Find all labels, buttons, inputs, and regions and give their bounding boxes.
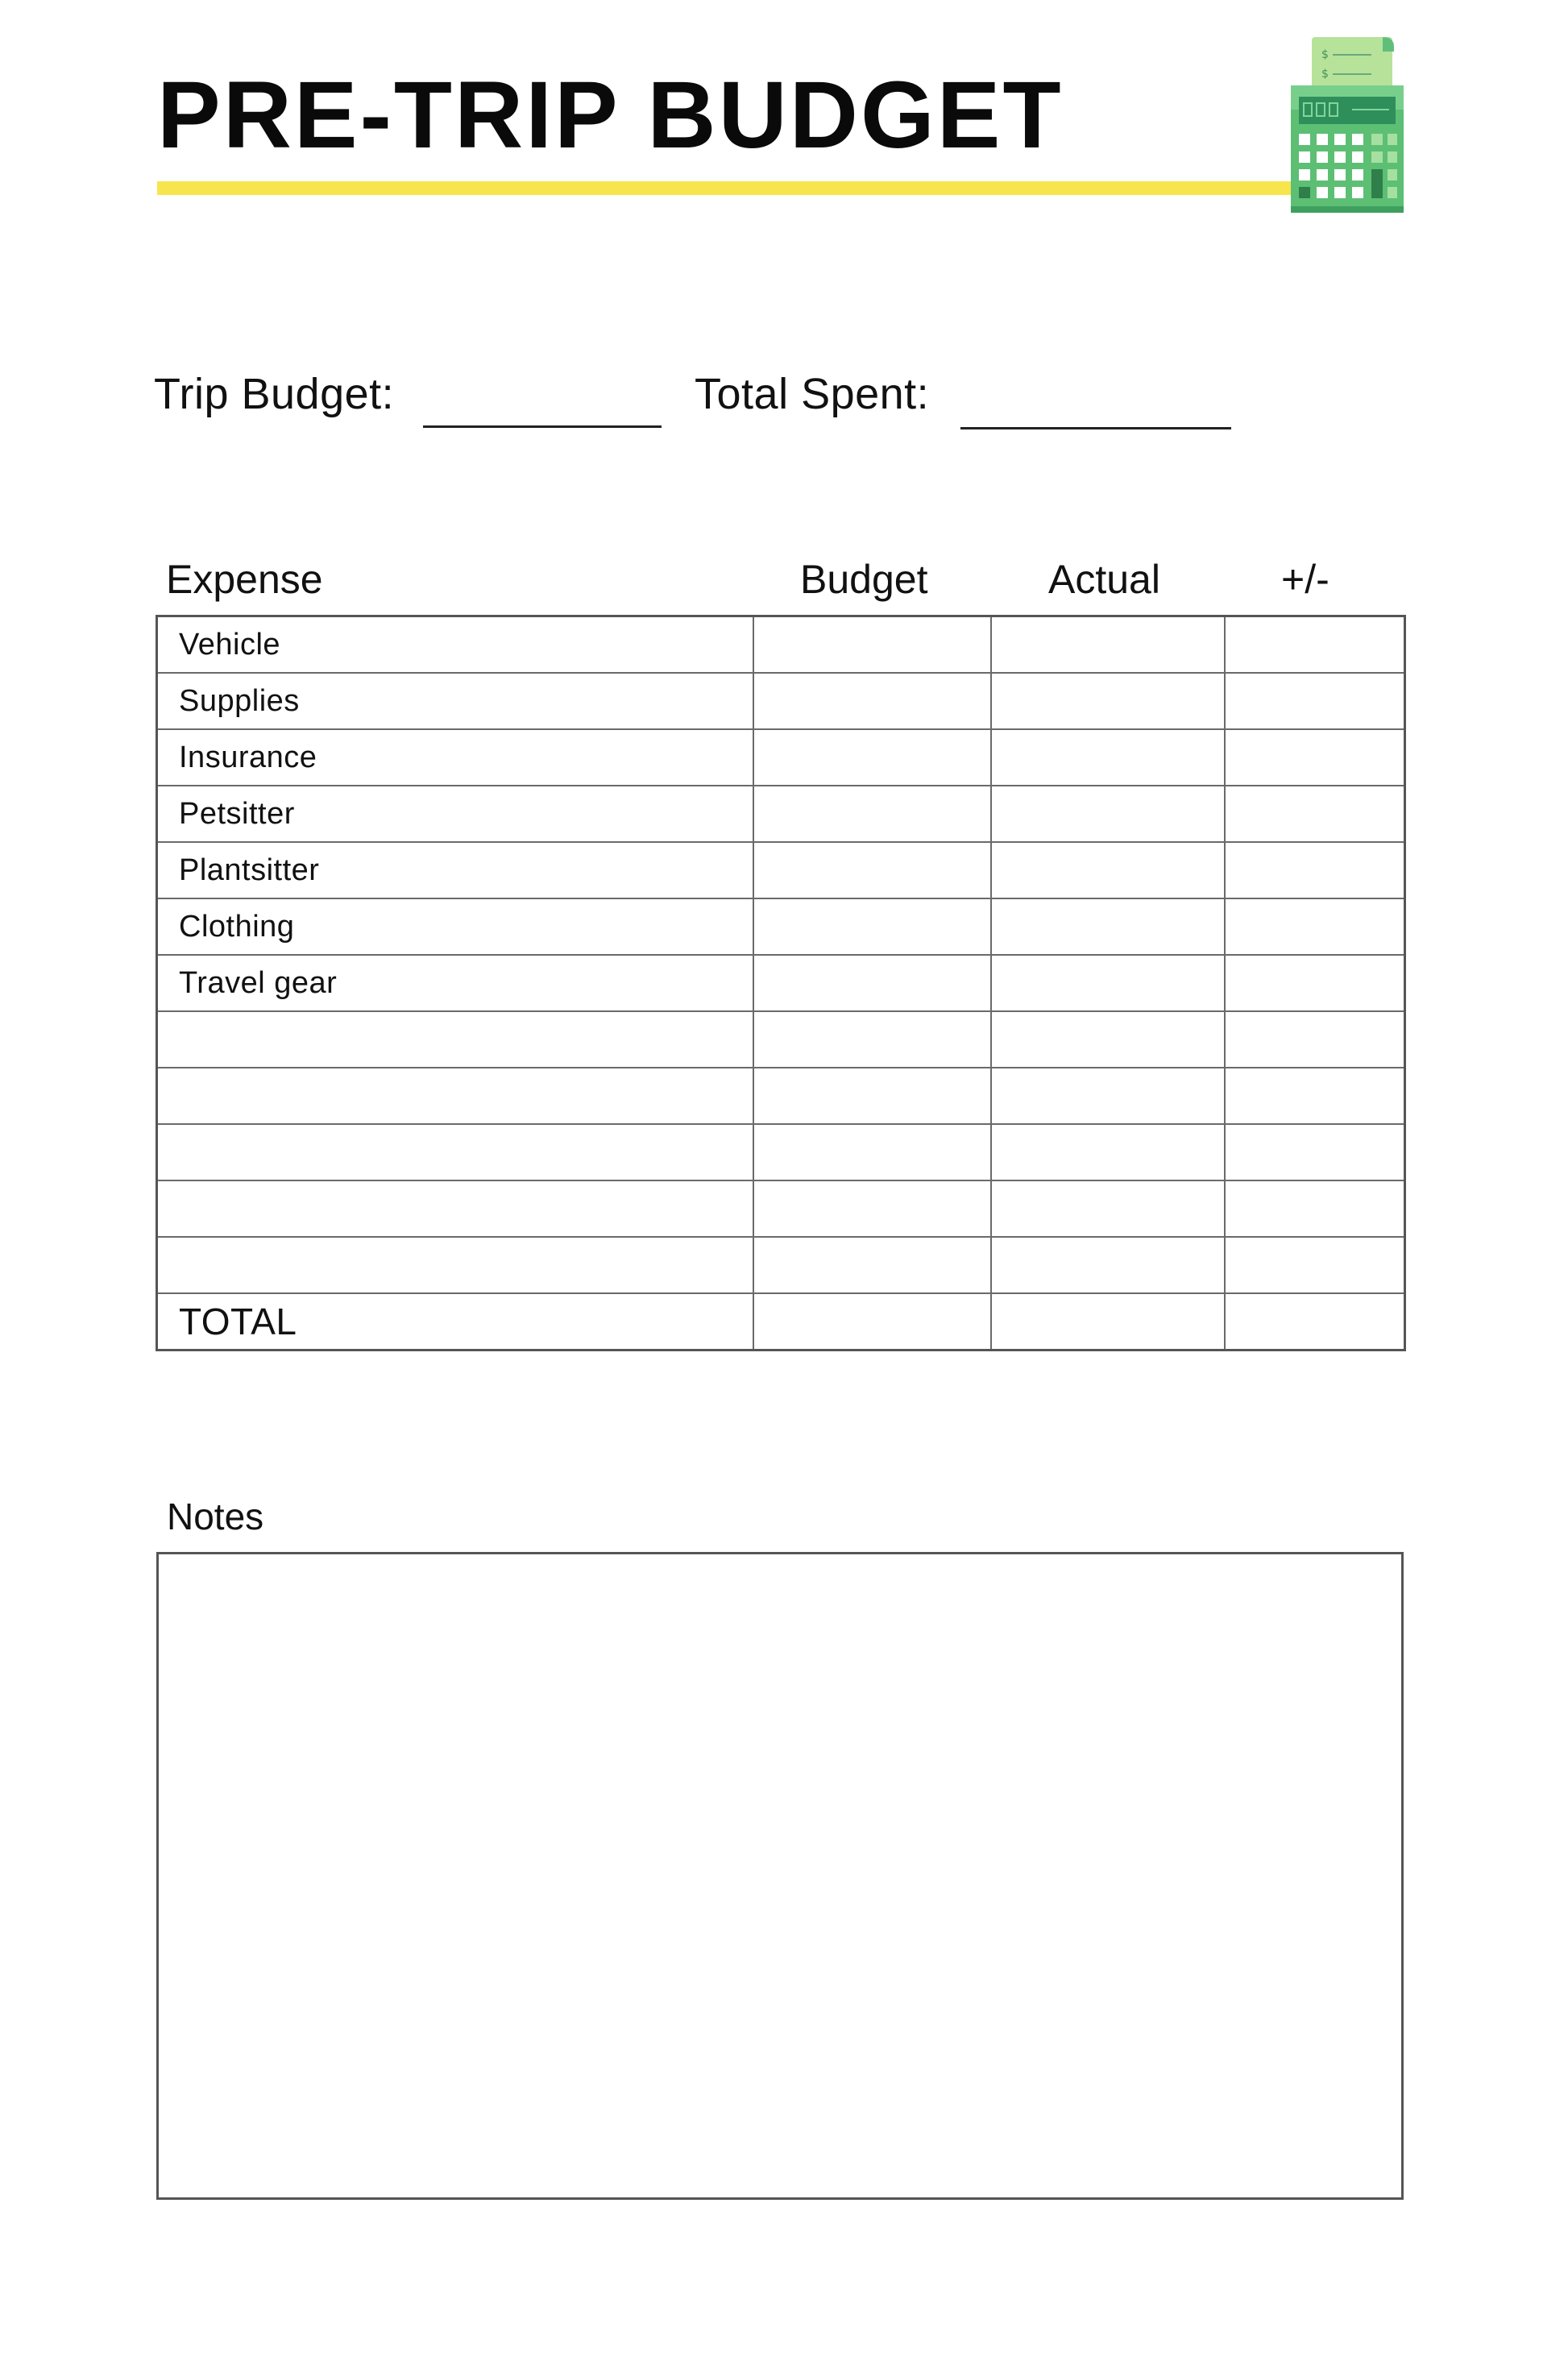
diff-cell[interactable] [1225,842,1405,898]
budget-cell[interactable] [753,898,991,955]
table-row [157,842,1405,898]
expense-name-cell [157,1237,754,1293]
actual-cell[interactable] [991,1011,1224,1068]
actual-cell[interactable] [991,842,1224,898]
actual-cell[interactable] [991,955,1224,1011]
actual-cell[interactable] [991,673,1224,729]
diff-cell[interactable] [1225,729,1405,786]
expense-name-cell: Clothing [157,898,754,955]
trip-budget-input-line[interactable] [423,425,662,428]
diff-cell[interactable] [1225,673,1405,729]
column-header-budget: Budget [800,557,928,602]
notes-label: Notes [167,1496,264,1537]
diff-cell[interactable] [1225,1068,1405,1124]
total-actual-cell[interactable] [991,1293,1224,1350]
expense-name-cell: Plantsitter [157,842,754,898]
table-row [157,729,1405,786]
diff-cell[interactable] [1225,1180,1405,1237]
expense-name-cell: Supplies [157,673,754,729]
budget-cell[interactable] [753,1180,991,1237]
actual-cell[interactable] [991,616,1224,674]
total-label: TOTAL [157,1293,754,1350]
budget-cell[interactable] [753,729,991,786]
table-row [157,1124,1405,1180]
budget-cell[interactable] [753,1124,991,1180]
table-row [157,786,1405,842]
expense-name-cell: Vehicle [157,616,754,674]
column-header-diff: +/- [1281,557,1329,602]
notes-box[interactable] [156,1552,1404,2200]
table-row [157,1068,1405,1124]
table-row [157,1180,1405,1237]
budget-cell[interactable] [753,616,991,674]
total-spent-input-line[interactable] [960,427,1231,429]
diff-cell[interactable] [1225,1011,1405,1068]
expense-name-cell: Insurance [157,729,754,786]
actual-cell[interactable] [991,786,1224,842]
expense-name-cell: Travel gear [157,955,754,1011]
column-header-actual: Actual [1048,557,1160,602]
actual-cell[interactable] [991,898,1224,955]
total-row [157,1293,1405,1350]
table-row [157,1011,1405,1068]
diff-cell[interactable] [1225,1124,1405,1180]
total-budget-cell[interactable] [753,1293,991,1350]
diff-cell[interactable] [1225,955,1405,1011]
expense-name-cell [157,1011,754,1068]
total-spent-label: Total Spent: [695,370,930,418]
budget-cell[interactable] [753,1237,991,1293]
expense-name-cell: Petsitter [157,786,754,842]
actual-cell[interactable] [991,1124,1224,1180]
actual-cell[interactable] [991,1068,1224,1124]
table-row [157,673,1405,729]
title-underline [157,181,1301,195]
budget-cell[interactable] [753,955,991,1011]
table-row [157,1237,1405,1293]
expense-name-cell [157,1180,754,1237]
trip-budget-label: Trip Budget: [154,370,395,418]
budget-cell[interactable] [753,1068,991,1124]
page-title: PRE-TRIP BUDGET [157,62,1064,168]
expense-name-cell [157,1068,754,1124]
budget-cell[interactable] [753,673,991,729]
budget-cell[interactable] [753,786,991,842]
budget-cell[interactable] [753,842,991,898]
svg-text:$: $ [1321,68,1329,81]
diff-cell[interactable] [1225,898,1405,955]
table-row [157,955,1405,1011]
calculator-receipt-icon [1288,34,1407,216]
svg-text:$: $ [1321,48,1329,61]
diff-cell[interactable] [1225,1237,1405,1293]
table-row [157,616,1405,674]
actual-cell[interactable] [991,1180,1224,1237]
diff-cell[interactable] [1225,786,1405,842]
expense-table [156,615,1406,1351]
budget-cell[interactable] [753,1011,991,1068]
actual-cell[interactable] [991,1237,1224,1293]
diff-cell[interactable] [1225,616,1405,674]
expense-name-cell [157,1124,754,1180]
total-diff-cell[interactable] [1225,1293,1405,1350]
table-row [157,898,1405,955]
actual-cell[interactable] [991,729,1224,786]
column-header-expense: Expense [166,557,323,602]
